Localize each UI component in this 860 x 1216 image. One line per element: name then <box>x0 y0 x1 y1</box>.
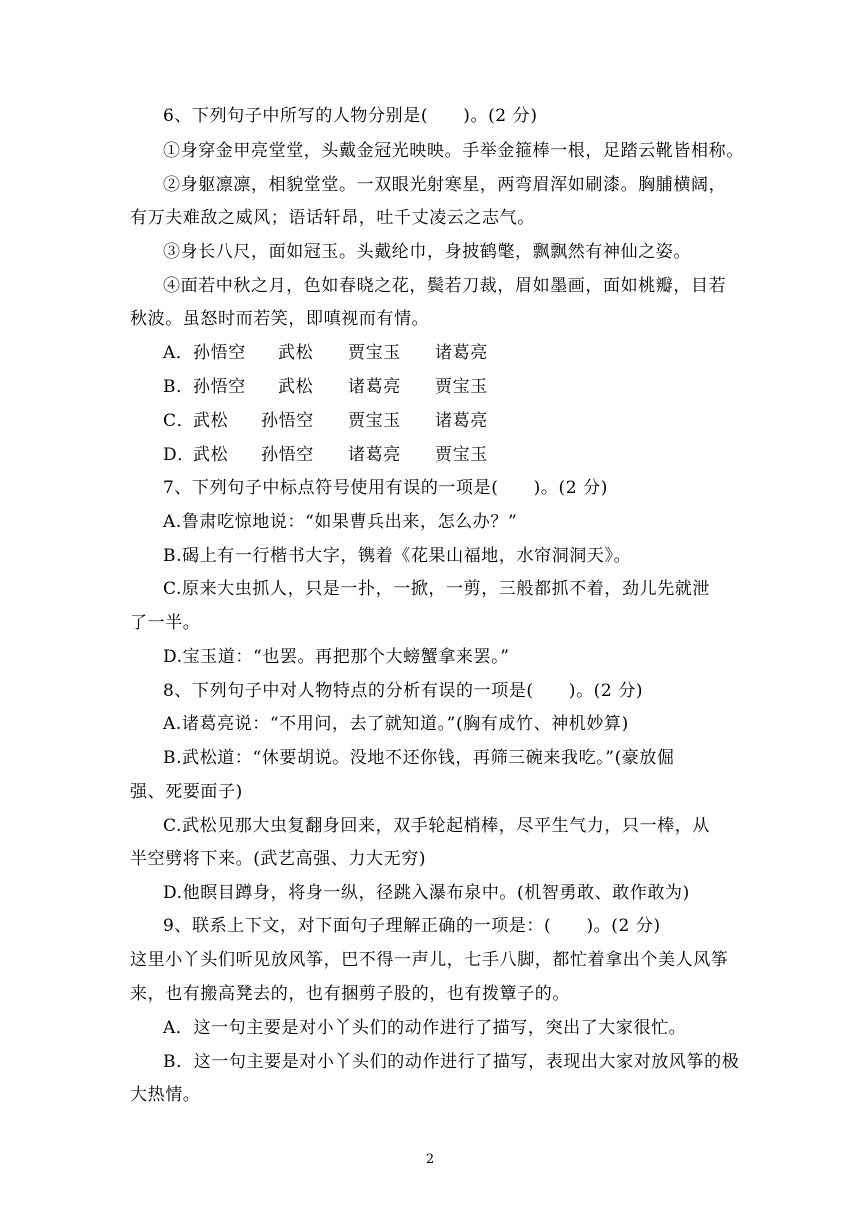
question-9-passage-line-1: 这里小丫头们听见放风筝，巴不得一声儿，七手八脚，都忙着拿出个美人风筝 <box>130 950 729 970</box>
option-letter: B． <box>163 377 194 397</box>
question-9-stem: 9、联系上下文，对下面句子理解正确的一项是：( )。(2 分) <box>163 916 661 936</box>
question-8-option-b-line-2: 强、死要面子) <box>130 782 243 802</box>
option-choice-4: 诸葛亮 <box>435 411 488 431</box>
option-choice-2: 孙悟空 <box>261 411 314 431</box>
question-7-option-b: B.碣上有一行楷书大字，镌着《花果山福地，水帘洞洞天》。 <box>163 546 632 566</box>
question-6-sentence-1: ①身穿金甲亮堂堂，头戴金冠光映映。手举金箍棒一根，足踏云靴皆相称。 <box>163 141 744 161</box>
option-choice-2: 武松 <box>278 343 314 363</box>
question-8-stem: 8、下列句子中对人物特点的分析有误的一项是( )。(2 分) <box>163 681 644 701</box>
option-choice-4: 贾宝玉 <box>435 445 488 465</box>
question-7-option-a: A.鲁肃吃惊地说：“如果曹兵出来，怎么办？” <box>163 512 518 532</box>
question-6-stem: 6、下列句子中所写的人物分别是( )。(2 分) <box>163 106 538 126</box>
option-choice-3: 贾宝玉 <box>348 411 401 431</box>
option-choice-3: 诸葛亮 <box>348 445 401 465</box>
question-7-option-c-line-1: C.原来大虫抓人，只是一扑，一掀，一剪，三般都抓不着，劲儿先就泄 <box>163 579 711 599</box>
option-choice-2: 武松 <box>278 377 314 397</box>
question-9-option-b-line-1: B．这一句主要是对小丫头们的动作进行了描写，表现出大家对放风筝的极 <box>163 1052 740 1072</box>
question-7-stem: 7、下列句子中标点符号使用有误的一项是( )。(2 分) <box>163 478 608 498</box>
question-6-sentence-4a: ④面若中秋之月，色如春晓之花，鬓若刀裁，眉如墨画，面如桃瓣，目若 <box>163 276 727 296</box>
question-6-sentence-2a: ②身躯凛凛，相貌堂堂。一双眼光射寒星，两弯眉浑如刷漆。胸脯横阔， <box>163 175 727 195</box>
question-6-sentence-2b: 有万夫难敌之威风；语话轩昂，吐千丈凌云之志气。 <box>130 208 535 228</box>
question-7-option-c-line-2: 了一半。 <box>130 613 201 633</box>
page-number: 2 <box>425 1152 435 1167</box>
option-choice-1: 孙悟空 <box>193 377 246 397</box>
option-choice-1: 武松 <box>193 445 229 465</box>
option-letter: A． <box>163 343 194 363</box>
option-choice-4: 诸葛亮 <box>435 343 488 363</box>
option-choice-4: 贾宝玉 <box>435 377 488 397</box>
question-9-passage-line-2: 来，也有搬高凳去的，也有捆剪子股的，也有拨簟子的。 <box>130 984 570 1004</box>
question-8-option-b-line-1: B.武松道：“休要胡说。没地不还你钱，再筛三碗来我吃。”(豪放倔 <box>163 748 675 768</box>
option-letter: D． <box>163 445 195 465</box>
option-choice-2: 孙悟空 <box>261 445 314 465</box>
question-8-option-c-line-2: 半空劈将下来。(武艺高强、力大无穷) <box>130 849 427 869</box>
question-9-option-b-line-2: 大热情。 <box>130 1085 201 1105</box>
question-6-sentence-3: ③身长八尺，面如冠玉。头戴纶巾，身披鹤氅，飘飘然有神仙之姿。 <box>163 242 691 262</box>
question-9-option-a: A．这一句主要是对小丫头们的动作进行了描写，突出了大家很忙。 <box>163 1018 687 1038</box>
option-choice-1: 武松 <box>193 411 229 431</box>
question-8-option-a: A.诸葛亮说：“不用问，去了就知道。”(胸有成竹、神机妙算) <box>163 714 629 734</box>
option-choice-1: 孙悟空 <box>193 343 246 363</box>
option-letter: C． <box>163 411 195 431</box>
question-6-sentence-4b: 秋波。虽怒时而若笑，即嗔视而有情。 <box>130 309 430 329</box>
option-choice-3: 诸葛亮 <box>348 377 401 397</box>
option-choice-3: 贾宝玉 <box>348 343 401 363</box>
question-8-option-d: D.他瞑目蹲身，将身一纵，径跳入瀑布泉中。(机智勇敢、敢作敢为) <box>163 883 690 903</box>
question-7-option-d: D.宝玉道：“也罢。再把那个大螃蟹拿来罢。” <box>163 647 510 667</box>
question-8-option-c-line-1: C.武松见那大虫复翻身回来，双手轮起梢棒，尽平生气力，只一棒，从 <box>163 816 711 836</box>
